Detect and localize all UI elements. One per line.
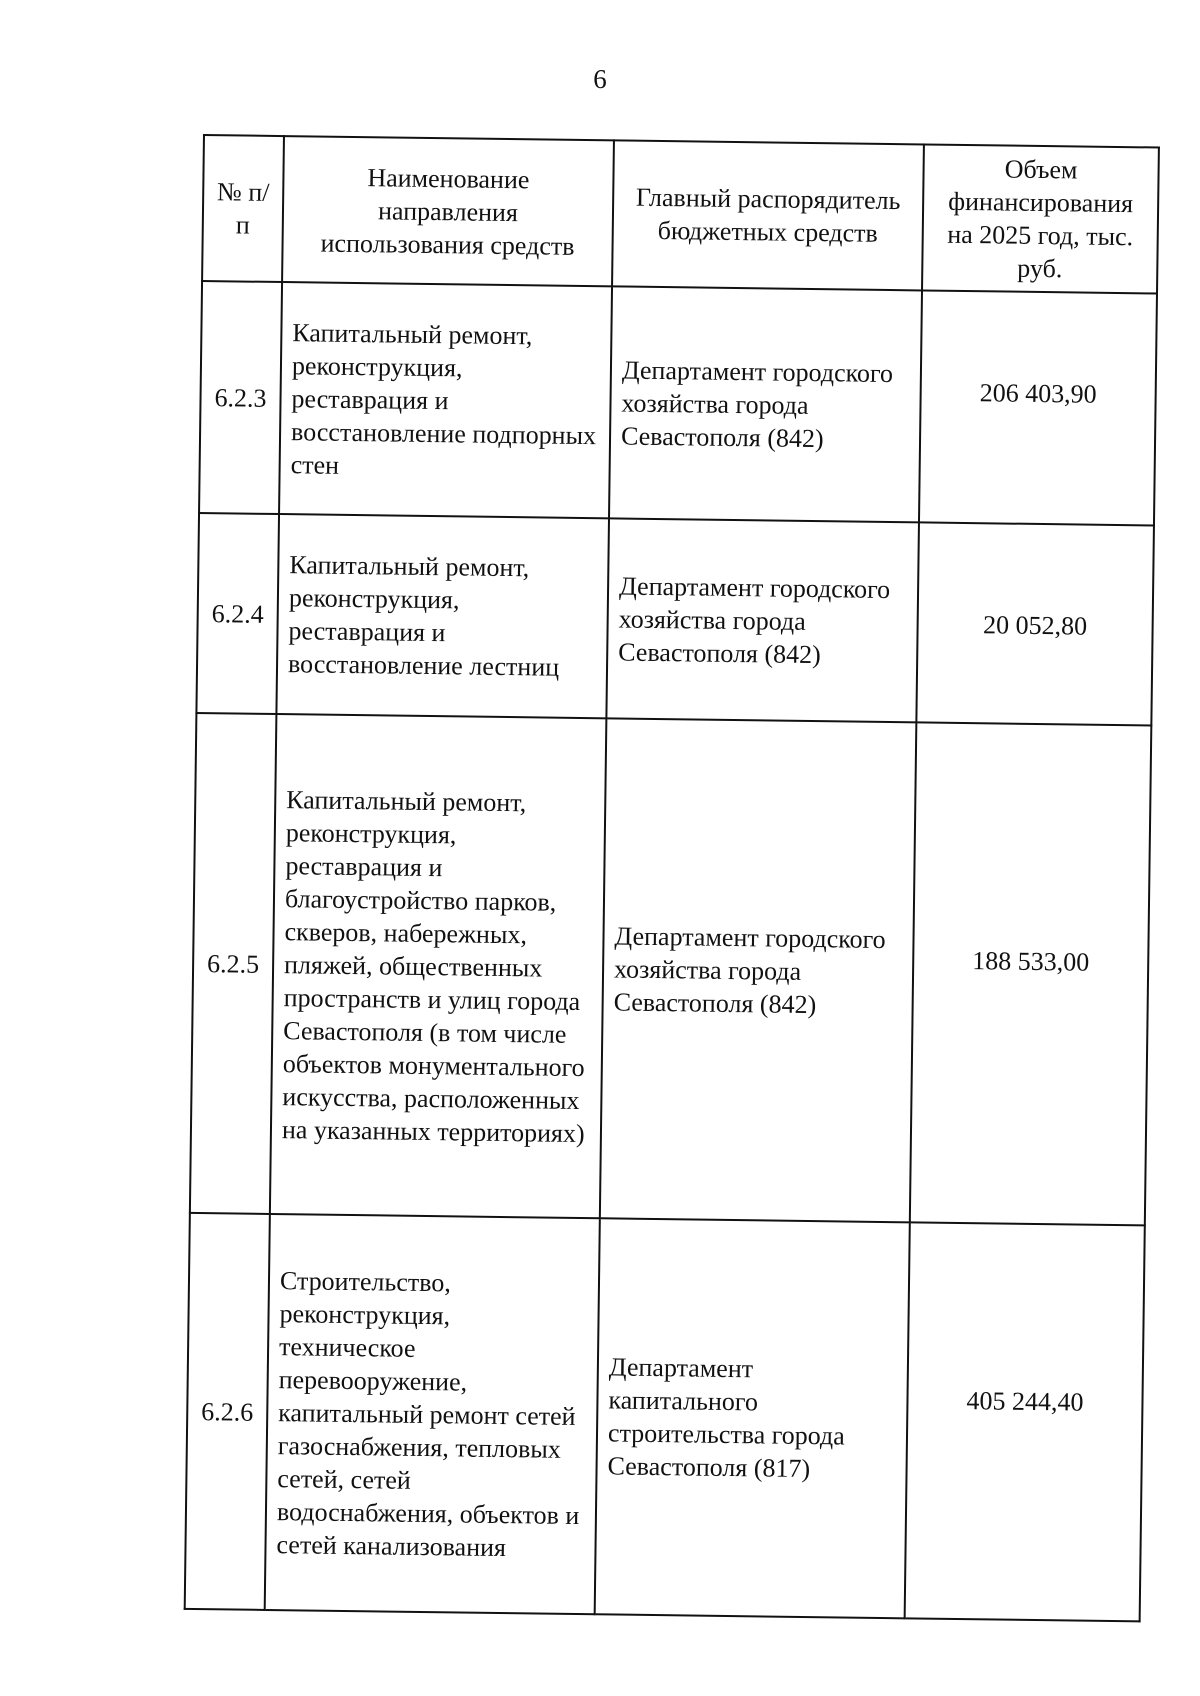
row-amount: 188 533,00 bbox=[910, 722, 1152, 1225]
row-name: Капитальный ремонт, реконструкция, реставрация и восстановление лестниц bbox=[276, 514, 609, 718]
row-department: Департамент городского хозяйства города Севастополя (842) bbox=[606, 518, 919, 722]
table-row bbox=[190, 713, 1151, 1225]
row-department: Департамент городского хозяйства города Севастополя (842) bbox=[600, 718, 917, 1222]
header-amount: Объем финансирования на 2025 год, тыс. руб. bbox=[922, 144, 1159, 293]
row-name: Капитальный ремонт, реконструкция, реставрация и восстановление подпорных стен bbox=[279, 282, 612, 518]
row-amount: 405 244,40 bbox=[905, 1222, 1145, 1621]
row-num: 6.2.6 bbox=[185, 1213, 270, 1610]
row-num: 6.2.3 bbox=[199, 281, 282, 514]
row-num: 6.2.5 bbox=[190, 713, 277, 1214]
header-department: Главный распорядитель бюджетных средств bbox=[612, 140, 924, 290]
row-amount: 206 403,90 bbox=[919, 290, 1157, 525]
header-name: Наименование направления использования средств bbox=[282, 136, 614, 286]
page-number: 6 bbox=[593, 64, 607, 94]
row-num: 6.2.4 bbox=[196, 513, 279, 714]
table-row bbox=[196, 513, 1154, 725]
row-name: Строительство, реконструкция, техническое перевооружение, капитальный ремонт сетей газоснабжения, тепловых сетей, сетей водоснабжения, объектов и сетей канализования bbox=[265, 1214, 600, 1614]
table-row bbox=[185, 1213, 1145, 1621]
row-department: Департамент городского хозяйства города Севастополя (842) bbox=[609, 286, 922, 522]
row-department: Департамент капитального строительства города Севастополя (817) bbox=[595, 1218, 910, 1618]
row-amount: 20 052,80 bbox=[916, 522, 1154, 725]
table-row bbox=[199, 281, 1157, 525]
header-num: № п/п bbox=[202, 135, 284, 282]
table-header-row bbox=[202, 135, 1159, 293]
row-name: Капитальный ремонт, реконструкция, реставрация и благоустройство парков, скверов, набережных, пляжей, общественных пространств и улиц города Севастополя (в том числе объектов монументального искусства, расположенных на указанных территориях) bbox=[270, 714, 607, 1218]
funding-table bbox=[184, 134, 1160, 1622]
